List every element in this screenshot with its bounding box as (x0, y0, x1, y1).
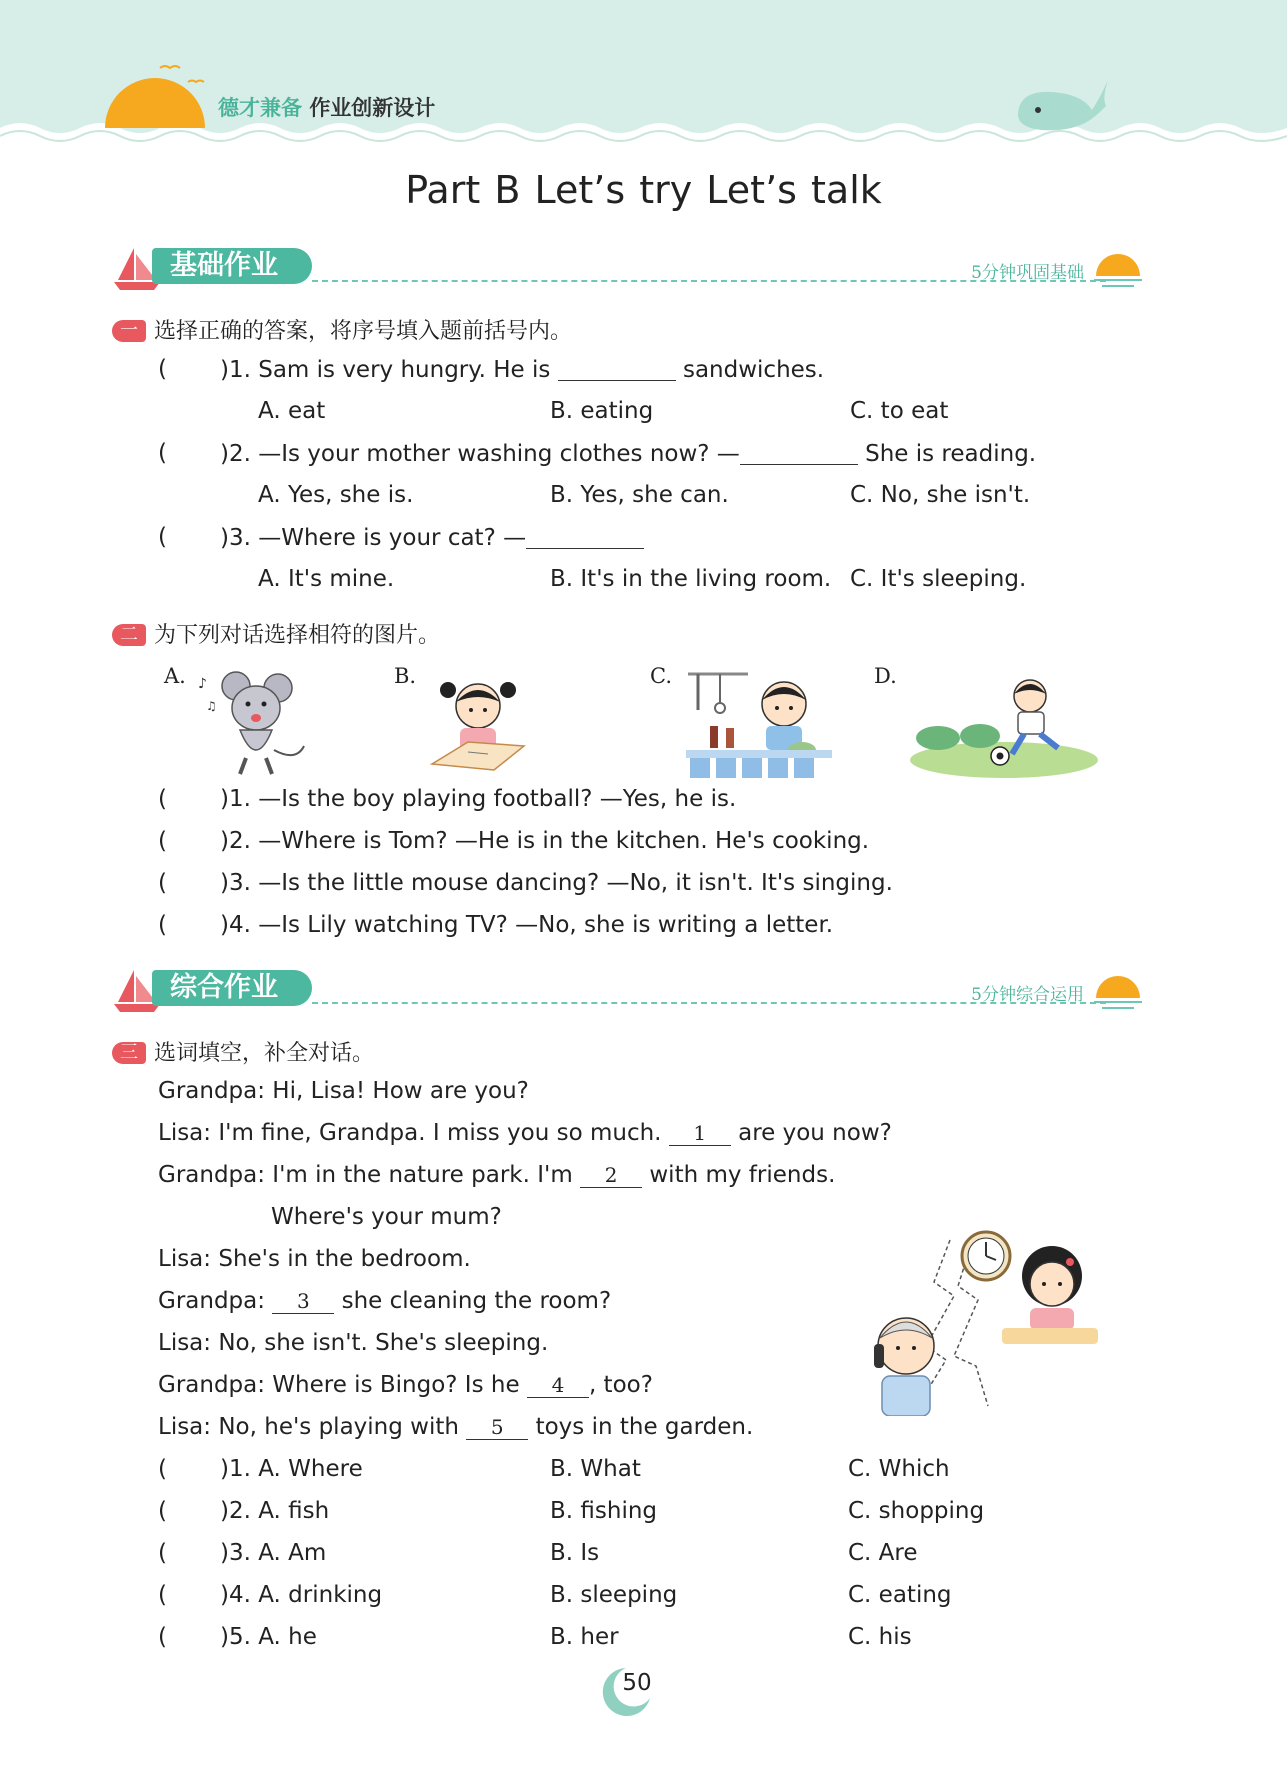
answer-blank (740, 440, 858, 465)
option-c: C. to eat (850, 398, 949, 424)
question-instruction: 选词填空，补全对话。 (154, 1041, 375, 1066)
option-a: )5. A. he (220, 1624, 317, 1650)
dialogue-line (158, 1372, 653, 1398)
option-c: C. No, she isn't. (850, 482, 1031, 508)
option-b: B. Is (550, 1540, 600, 1566)
dialogue-text: with my friends. (649, 1162, 836, 1188)
option-c: C. his (848, 1624, 912, 1650)
answer-paren: ( (158, 440, 167, 466)
dialogue-text: Grandpa: I'm in the nature park. I'm (158, 1162, 573, 1188)
dialogue-item: )2. —Where is Tom? —He is in the kitchen. He's cooking. (220, 828, 870, 854)
blank-5: 5 (466, 1415, 528, 1440)
page-number: 50 (622, 1670, 652, 1696)
option-b: B. What (550, 1456, 641, 1482)
option-c: C. Are (848, 1540, 918, 1566)
answer-paren: ( (158, 1582, 167, 1608)
section-note: 5分钟综合运用 (971, 985, 1084, 1005)
answer-paren: ( (158, 828, 167, 854)
option-b: B. eating (550, 398, 654, 424)
dialogue-item: )1. —Is the boy playing football? —Yes, he is. (220, 786, 737, 812)
sunset-icon (1090, 972, 1146, 1012)
blank-2: 2 (580, 1163, 642, 1188)
question-line (220, 440, 1036, 467)
answer-paren: ( (158, 870, 167, 896)
dialogue-text: , too? (588, 1372, 653, 1398)
dialogue-line (158, 1120, 892, 1146)
question-number-badge: 一 (112, 320, 146, 342)
sunset-icon (1090, 250, 1146, 290)
brand-dark: 作业创新设计 (309, 96, 436, 120)
boy-cooking-icon (684, 670, 834, 780)
answer-blank (558, 356, 676, 381)
option-c: C. eating (848, 1582, 952, 1608)
picture-label-c: C. (650, 664, 672, 688)
sun-icon (100, 60, 210, 130)
question-text: She is reading. (865, 441, 1037, 467)
answer-paren: ( (158, 1498, 167, 1524)
dialogue-text: toys in the garden. (535, 1414, 754, 1440)
mouse-singing-icon (196, 666, 312, 778)
answer-paren: ( (158, 1456, 167, 1482)
answer-paren: ( (158, 1540, 167, 1566)
question-instruction: 为下列对话选择相符的图片。 (154, 623, 441, 648)
option-c: C. Which (848, 1456, 950, 1482)
section-basic-homework (112, 246, 1146, 292)
question-line (220, 524, 644, 551)
brand-green: 德才兼备 (218, 96, 302, 120)
option-b: B. It's in the living room. (550, 566, 832, 592)
option-a: A. eat (258, 398, 326, 424)
question-1-heading (112, 314, 572, 345)
dialogue-text: Lisa: I'm fine, Grandpa. I miss you so much. (158, 1120, 662, 1146)
girl-writing-icon (428, 672, 528, 772)
dialogue-text: Lisa: No, he's playing with (158, 1414, 459, 1440)
whale-icon (1012, 76, 1112, 132)
option-b: B. fishing (550, 1498, 658, 1524)
blank-4: 4 (527, 1373, 589, 1398)
phone-call-illustration (866, 1226, 1100, 1416)
option-c: C. shopping (848, 1498, 985, 1524)
dialogue-line: Lisa: She's in the bedroom. (158, 1246, 471, 1272)
dialogue-line (158, 1162, 835, 1188)
question-text: )3. —Where is your cat? — (220, 525, 527, 551)
dialogue-line (158, 1414, 753, 1440)
dialogue-line: Where's your mum? (271, 1204, 502, 1230)
question-number-badge: 二 (112, 624, 146, 646)
question-text: )2. —Is your mother washing clothes now? — (220, 441, 740, 467)
brand-title (218, 92, 435, 122)
picture-label-b: B. (394, 664, 417, 688)
option-a: A. It's mine. (258, 566, 395, 592)
picture-label-d: D. (874, 664, 897, 688)
option-b: B. her (550, 1624, 619, 1650)
section-label: 综合作业 (152, 970, 312, 1006)
dialogue-item: )4. —Is Lily watching TV? —No, she is writing a letter. (220, 912, 834, 938)
section-note: 5分钟巩固基础 (971, 263, 1084, 283)
option-a: A. Yes, she is. (258, 482, 414, 508)
answer-paren: ( (158, 786, 167, 812)
question-2-heading (112, 618, 440, 649)
section-label: 基础作业 (152, 248, 312, 284)
option-a: )1. A. Where (220, 1456, 363, 1482)
answer-paren: ( (158, 524, 167, 550)
answer-blank (526, 524, 644, 549)
option-a: )2. A. fish (220, 1498, 330, 1524)
page-title: Part B Let’s try Let’s talk (405, 168, 882, 212)
question-number-badge: 三 (112, 1042, 146, 1064)
option-a: )3. A. Am (220, 1540, 327, 1566)
dialogue-text: Grandpa: Where is Bingo? Is he (158, 1372, 520, 1398)
blank-3: 3 (272, 1289, 334, 1314)
option-c: C. It's sleeping. (850, 566, 1027, 592)
answer-paren: ( (158, 1624, 167, 1650)
picture-label-a: A. (164, 664, 186, 688)
answer-paren: ( (158, 912, 167, 938)
svg-text:♫: ♫ (206, 699, 217, 713)
option-b: B. sleeping (550, 1582, 678, 1608)
question-text: sandwiches. (682, 357, 825, 383)
boy-football-icon (908, 672, 1100, 780)
option-b: B. Yes, she can. (550, 482, 729, 508)
dialogue-text: she cleaning the room? (341, 1288, 612, 1314)
dialogue-text: Grandpa: (158, 1288, 265, 1314)
svg-text:♪: ♪ (198, 676, 207, 692)
question-3-heading (112, 1036, 374, 1067)
question-line (220, 356, 824, 383)
dialogue-line: Grandpa: Hi, Lisa! How are you? (158, 1078, 529, 1104)
dialogue-line: Lisa: No, she isn't. She's sleeping. (158, 1330, 549, 1356)
dialogue-text: are you now? (738, 1120, 892, 1146)
question-text: )1. Sam is very hungry. He is (220, 357, 551, 383)
dialogue-item: )3. —Is the little mouse dancing? —No, it isn't. It's singing. (220, 870, 893, 896)
question-instruction: 选择正确的答案，将序号填入题前括号内。 (154, 319, 573, 344)
blank-1: 1 (669, 1121, 731, 1146)
dialogue-line (158, 1288, 611, 1314)
section-comprehensive-homework (112, 968, 1146, 1014)
answer-paren: ( (158, 356, 167, 382)
option-a: )4. A. drinking (220, 1582, 383, 1608)
